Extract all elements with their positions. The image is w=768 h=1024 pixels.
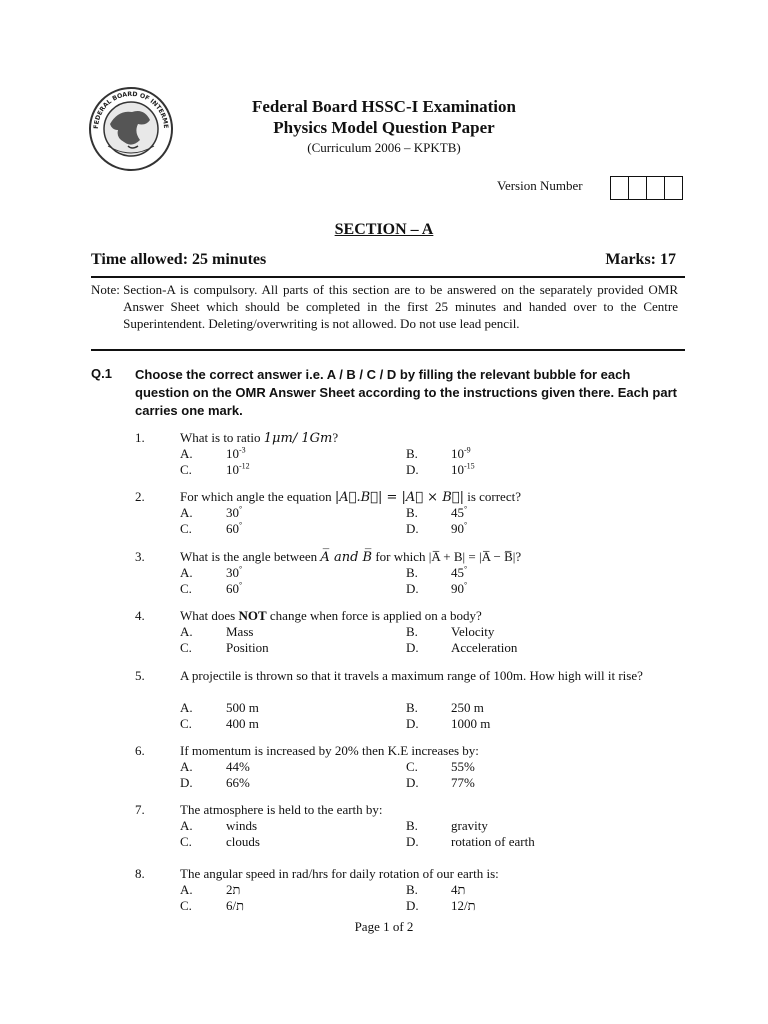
paper-title: Physics Model Question Paper [273,118,495,137]
option-superscript: ° [239,504,243,514]
option-text: 45° [451,504,468,520]
logo-text: FEDERAL BOARD OF INTERME [92,90,170,130]
version-digit-box[interactable] [629,177,647,199]
option-superscript: ° [239,520,243,530]
option-text: 90° [451,520,468,536]
option-text: Velocity [451,624,495,639]
curriculum-subtitle: (Curriculum 2006 – KPKTB) [307,140,461,155]
mcq-question-lead: The atmosphere is held to the earth by: [180,802,383,817]
option-letter: D. [406,581,419,596]
note-block [91,281,678,332]
option-letter: C. [180,462,192,477]
option-superscript: -15 [464,461,475,471]
mcq-question-text [180,802,685,818]
option-superscript: -9 [464,445,471,455]
mcq-question-lead: What does [180,608,239,623]
version-digit-box[interactable] [647,177,665,199]
option-superscript: ° [464,504,468,514]
option-text: Acceleration [451,640,518,655]
option-text: 66% [226,775,250,790]
option-text: Mass [226,624,254,639]
option-letter: C. [180,716,192,731]
mcq-question-text [180,866,685,882]
mcq-number: 5. [135,668,145,683]
time-allowed: Time allowed: 25 minutes [91,251,267,268]
mcq-number: 3. [135,549,145,564]
mcq-question-tail: change when force is applied on a body? [266,608,482,623]
version-digit-box[interactable] [611,177,629,199]
option-text: 60° [226,520,243,536]
option-letter: A. [180,882,193,897]
option-letter: D. [406,898,419,913]
mcq-number: 7. [135,802,145,817]
version-digit-box[interactable] [665,177,682,199]
option-superscript: ° [464,520,468,530]
option-text: $10^{-9}$ [451,445,471,461]
option-text: rotation of earth [451,834,535,849]
option-letter: A. [180,505,193,520]
mcq-question-lead: What is to ratio [180,430,264,445]
option-letter: C. [406,759,418,774]
mcq-question-text [180,608,685,624]
option-text: 60° [226,580,243,596]
version-number-label: Version Number [497,178,583,193]
option-text: 30° [226,504,243,520]
option-superscript: ° [239,580,243,590]
mcq-number: 1. [135,430,145,445]
section-title: SECTION – A [334,221,434,238]
option-letter: B. [406,624,418,639]
option-text: clouds [226,834,260,849]
mcq-question-math: A̅ and B̅ [320,550,373,565]
question-number: Q.1 [91,366,112,381]
option-letter: A. [180,759,193,774]
mcq-question-lead: What is the angle between [180,549,321,564]
option-text: 500 m [226,700,259,715]
mcq-question-tail: is correct? [463,489,521,504]
option-text: 55% [451,759,475,774]
divider-bottom [91,349,685,351]
option-text: $10^{-3}$ [226,445,246,461]
divider-top [91,276,685,278]
mcq-question-text [180,668,685,684]
mcq-number: 2. [135,489,145,504]
mcq-number: 4. [135,608,145,623]
option-letter: C. [180,834,192,849]
option-superscript: ° [464,580,468,590]
mcq-number: 8. [135,866,145,881]
option-letter: D. [406,716,419,731]
mcq-question-text [180,549,685,566]
option-letter: B. [406,700,418,715]
option-text: $10^{-12}$ [226,461,250,477]
mcq-question-emphasis: NOT [238,608,267,623]
option-text: gravity [451,818,488,833]
option-text: 250 m [451,700,484,715]
mcq-question-lead: The angular speed in rad/hrs for daily rotation of our earth is: [180,866,499,881]
option-letter: A. [180,565,193,580]
mcq-question-math: |A⃗.B⃗| = |A⃗ × B⃗| [334,490,464,505]
option-text: 30° [226,564,243,580]
mcq-question-tail: ? [332,430,339,445]
option-text: 1000 m [451,716,491,731]
note-prefix: Note: [91,282,124,297]
option-letter: B. [406,818,418,833]
option-letter: C. [180,640,192,655]
option-letter: C. [180,898,192,913]
option-letter: A. [180,624,193,639]
option-text: winds [226,818,258,833]
option-letter: A. [180,818,193,833]
option-letter: C. [180,581,192,596]
option-letter: D. [406,521,419,536]
mcq-question-tail: for which |A̅ + B| = |A̅ − B̅|? [372,549,522,564]
option-text: 400 m [226,716,259,731]
option-text: 45° [451,564,468,580]
option-letter: B. [406,446,418,461]
option-text: 2ת [226,882,241,897]
mcq-question-lead: A projectile is thrown so that it travels a maximum range of 100m. How high will it rise? [180,668,643,683]
option-letter: B. [406,565,418,580]
page-number: Page 1 of 2 [354,919,414,934]
question-instruction: Choose the correct answer i.e. A / B / C / D by filling the relevant bubble for each question on the OMR Answer Sheet according to the instructions given there. Each part carries one mark. [135,367,677,418]
option-text: Position [226,640,269,655]
mcq-question-lead: For which angle the equation [180,489,335,504]
option-text: 90° [451,580,468,596]
option-superscript: -12 [239,461,250,471]
mcq-question-text [180,743,685,759]
mcq-question-text [180,489,685,506]
option-letter: A. [180,446,193,461]
option-letter: D. [406,834,419,849]
option-text: ת/12 [451,898,476,913]
version-number-boxes[interactable] [610,176,683,200]
option-letter: D. [406,775,419,790]
option-superscript: ° [239,564,243,574]
total-marks: Marks: 17 [605,251,676,268]
option-letter: B. [406,505,418,520]
option-letter: A. [180,700,193,715]
option-letter: C. [180,521,192,536]
board-title: Federal Board HSSC-I Examination [252,97,516,116]
option-text: 77% [451,775,475,790]
option-letter: B. [406,882,418,897]
mcq-question-lead: If momentum is increased by 20% then K.E increases by: [180,743,479,758]
mcq-number: 6. [135,743,145,758]
option-letter: D. [180,775,193,790]
option-text: ת/6 [226,898,245,913]
option-superscript: ° [464,564,468,574]
option-letter: D. [406,640,419,655]
mcq-question-math: 1μm/ 1Gm [263,431,333,446]
option-superscript: -3 [239,445,246,455]
option-text: 44% [226,759,250,774]
note-text: Section-A is compulsory. All parts of this section are to be answered on the separately provided OMR Answer Sheet which should be completed in the first 25 minutes and handed over to the Centre Superintendent. Deleting/overwriting is not allowed. Do not use lead pencil. [123,282,678,331]
mcq-question-text [180,430,685,447]
option-text: $10^{-15}$ [451,461,475,477]
option-letter: D. [406,462,419,477]
option-text: 4ת [451,882,466,897]
